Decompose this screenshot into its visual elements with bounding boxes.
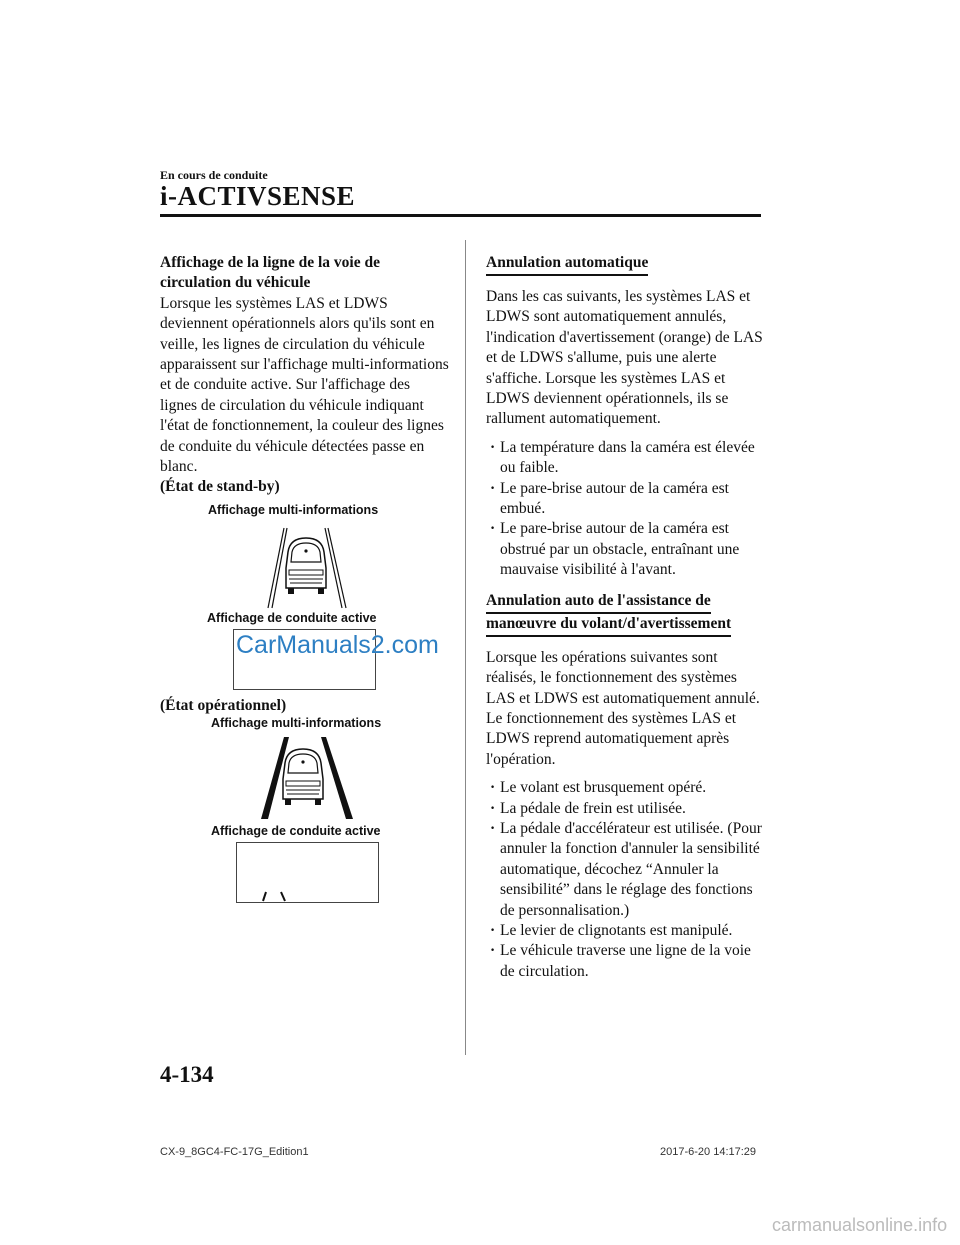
lane-display-subhead: Affichage de la ligne de la voie de circulation du véhicule [160, 254, 380, 292]
list-item: · Le pare-brise autour de la caméra est obstrué par un obstacle, entraînant une mauvaise visibilité à l'avant. [486, 519, 764, 580]
active-right-lane-mark [281, 892, 285, 901]
operational-active-driving-display [236, 842, 379, 903]
car-rear-icon [286, 538, 326, 594]
active-left-lane-mark [263, 892, 266, 901]
standby-active-display-caption: Affichage de conduite active [207, 611, 377, 625]
header-rule [160, 214, 761, 217]
list-item: · Le volant est brusquement opéré. [486, 778, 764, 798]
page-title: i-ACTIVSENSE [160, 181, 356, 211]
steering-cancel-heading-line1: Annulation auto de l'assistance de [486, 591, 711, 614]
operational-multi-info-display [255, 733, 365, 823]
watermark: CarManuals2.com [236, 631, 439, 659]
left-lane-line [268, 528, 284, 608]
right-lane-line-inner [328, 528, 346, 608]
list-item: · La pédale d'accélérateur est utilisée. (Pour annuler la fonction d'annuler la sensibilité automatique, décochez “Annuler la sensibilité” dans le réglage des fonctions de personnalisation.) [486, 819, 764, 921]
car-rear-icon-operational [283, 749, 323, 805]
standby-state-label: (État de stand-by) [160, 478, 280, 496]
lane-display-paragraph: Lorsque les systèmes LAS et LDWS deviennent opérationnels alors qu'ils sont en veille, les lignes de circulation du véhicule apparaissent sur l'affichage multi-informations et de conduite active. Sur l'affichage des lignes de circulation du véhicule indiquant l'état de fonctionnement, la couleur des lignes de conduite du véhicule détectées passe en blanc. [160, 294, 449, 476]
left-column [160, 253, 450, 498]
right-lane-line-active [321, 737, 353, 819]
print-timestamp: 2017-6-20 14:17:29 [660, 1146, 757, 1158]
right-column [486, 253, 764, 982]
document-code: CX-9_8GC4-FC-17G_Edition1 [160, 1146, 309, 1158]
list-item: · Le levier de clignotants est manipulé. [486, 921, 764, 941]
list-item: · La pédale de frein est utilisée. [486, 799, 764, 819]
right-lane-line [325, 528, 342, 608]
auto-cancel-list [486, 438, 764, 581]
list-item: · Le véhicule traverse une ligne de la voie de circulation. [486, 941, 764, 982]
auto-cancel-paragraph: Dans les cas suivants, les systèmes LAS et LDWS sont automatiquement annulés, l'indication d'avertissement (orange) de LAS et de LDWS s'allume, puis une alerte s'affiche. Lorsque les systèmes LAS et LDWS deviennent opérationnels, ils se rallument automatiquement. [486, 288, 763, 428]
page-number: 4-134 [160, 1062, 214, 1087]
section-label: En cours de conduite [160, 168, 268, 182]
auto-cancel-heading: Annulation automatique [486, 253, 648, 276]
operational-state-label: (État opérationnel) [160, 697, 287, 714]
corner-watermark: carmanualsonline.info [772, 1215, 948, 1235]
operational-multi-info-caption: Affichage multi-informations [211, 716, 382, 730]
column-divider [465, 240, 466, 1055]
standby-multi-info-caption: Affichage multi-informations [208, 503, 379, 517]
steering-cancel-heading [486, 591, 764, 637]
standby-multi-info-display [250, 522, 360, 612]
list-item: · Le pare-brise autour de la caméra est embué. [486, 479, 764, 520]
list-item: · La température dans la caméra est élevée ou faible. [486, 438, 764, 479]
steering-cancel-list [486, 778, 764, 982]
steering-cancel-heading-line2: manœuvre du volant/d'avertissement [486, 614, 731, 637]
operational-active-display-caption: Affichage de conduite active [211, 824, 381, 838]
steering-cancel-paragraph: Lorsque les opérations suivantes sont réalisés, le fonctionnement des systèmes LAS et LDWS est automatiquement annulé. Le fonctionnement des systèmes LAS et LDWS reprend automatiquement après l'opération. [486, 648, 760, 768]
